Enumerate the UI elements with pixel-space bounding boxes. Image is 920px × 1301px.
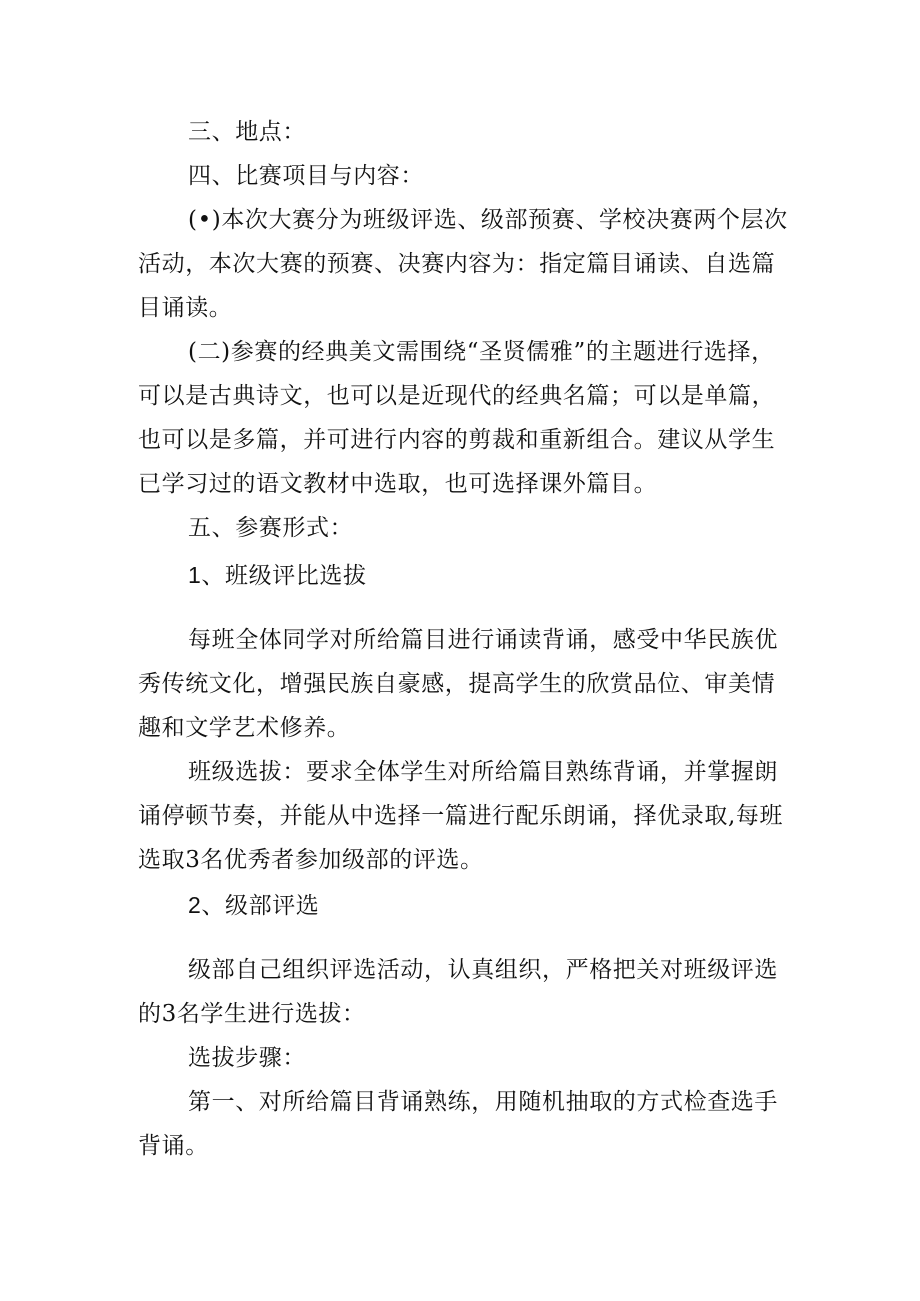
- paragraph-class-selection-rules: 班级选拔：要求全体学生对所给篇目熟练背诵，并掌握朗诵停顿节奏，并能从中选择一篇进行配乐朗诵，择优录取,每班选取3名优秀者参加级部的评选。: [138, 759, 784, 873]
- heading-participation-form: 五、参赛形式：: [188, 515, 354, 541]
- heading-selection-steps: 选拔步骤：: [188, 1045, 306, 1071]
- heading-location: 三、地点：: [188, 119, 306, 145]
- heading-grade-selection: 2、级部评选: [188, 892, 320, 918]
- paragraph-selection-theme: (二)参赛的经典美文需围绕“圣贤儒雅”的主题进行选择，可以是古典诗文，也可以是近现代的经典名篇；可以是单篇，也可以是多篇，并可进行内容的剪裁和重新组合。建议从学生已学习过的语文教材中选取，也可选择课外篇目。: [138, 339, 776, 497]
- paragraph-competition-levels: (•)本次大赛分为班级评选、级部预赛、学校决赛两个层次活动，本次大赛的预赛、决赛内容为：指定篇目诵读、自选篇目诵读。: [138, 207, 788, 321]
- paragraph-class-recitation: 每班全体同学对所给篇目进行诵读背诵，感受中华民族优秀传统文化，增强民族自豪感，提高学生的欣赏品位、审美情趣和文学艺术修养。: [138, 627, 778, 741]
- heading-class-selection: 1、班级评比选拔: [188, 562, 367, 588]
- paragraph-step-one: 第一、对所给篇目背诵熟练，用随机抽取的方式检查选手背诵。: [138, 1089, 778, 1159]
- heading-items-and-content: 四、比赛项目与内容：: [188, 163, 424, 189]
- paragraph-grade-selection: 级部自己组织评选活动，认真组织，严格把关对班级评选的3名学生进行选拔：: [138, 957, 778, 1027]
